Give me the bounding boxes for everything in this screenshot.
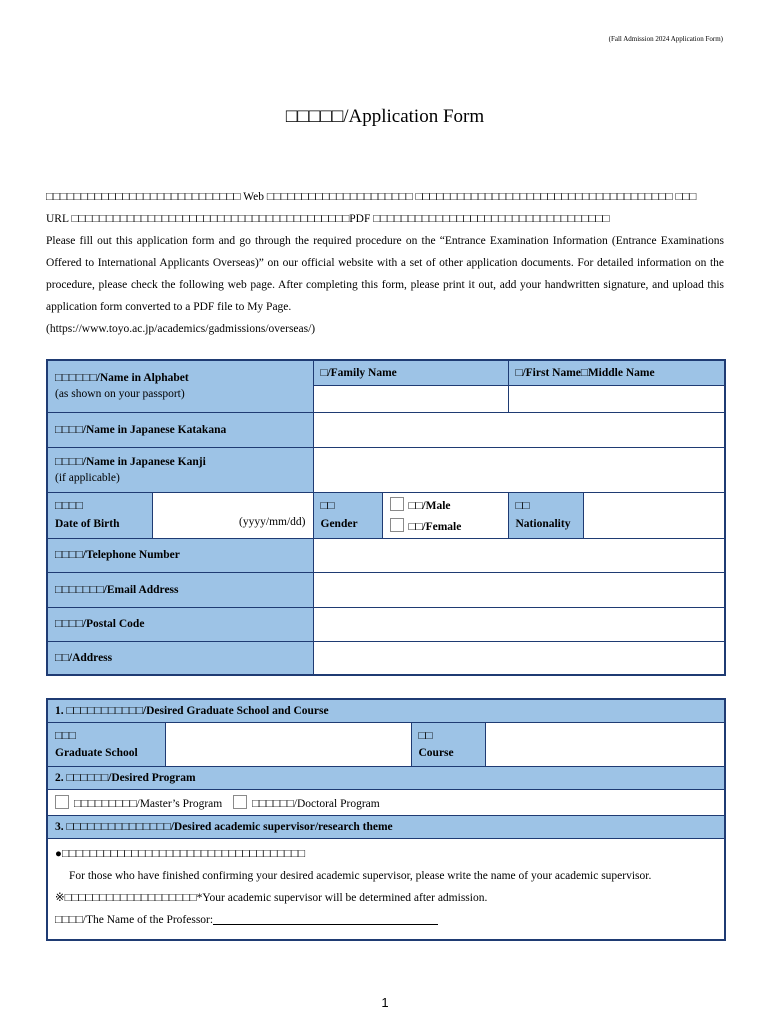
professor-name-field[interactable] <box>213 912 438 925</box>
supervisor-bullet-jp: ●□□□□□□□□□□□□□□□□□□□□□□□□□□□□□□□□□□□ <box>55 848 306 860</box>
course-field[interactable] <box>485 723 725 767</box>
page-number: 1 <box>381 995 389 1010</box>
gender-label: □□ Gender <box>313 492 382 538</box>
course-label: □□ Course <box>411 723 485 767</box>
postal-code-label: □□□□/Postal Code <box>47 607 313 641</box>
professor-name-row <box>55 909 717 935</box>
section-2-header: 2. □□□□□□/Desired Program <box>47 767 725 790</box>
female-option[interactable]: □□/Female <box>390 518 501 533</box>
intro-text <box>46 186 724 340</box>
telephone-field[interactable] <box>313 538 725 572</box>
graduate-school-field[interactable] <box>165 723 411 767</box>
family-name-field[interactable] <box>313 385 508 412</box>
dob-label: □□□□ Date of Birth <box>47 492 152 538</box>
header-note: (Fall Admission 2024 Application Form) <box>608 35 723 43</box>
address-field[interactable] <box>313 641 725 675</box>
kanji-label: □□□□/Name in Japanese Kanji (if applicable) <box>47 447 313 492</box>
male-checkbox[interactable] <box>390 497 404 511</box>
section-3-header: 3. □□□□□□□□□□□□□□□/Desired academic supervisor/research theme <box>47 816 725 839</box>
address-label: □□/Address <box>47 641 313 675</box>
intro-jp-line1: □□□□□□□□□□□□□□□□□□□□□□□□□□□□ Web □□□□□□□□□□□□□□□□□□□□□ □□□□□□□□□□□□□□□□□□□□□□□□□□□□□□□□□□□□□ □□□ <box>46 191 697 203</box>
gender-options <box>382 492 508 538</box>
supervisor-section <box>47 839 725 941</box>
intro-en: Please fill out this application form and go through the required procedure on the “Entrance Examination Information (Entrance Examinations Offered to International Applicants Overseas)” on our official website with a set of other application documents. For detailed information on the procedure, please check the following web page. After completing this form, please print it out, add your handwritten signature, and upload this application form converted to a PDF file to My Page. <box>46 235 724 313</box>
family-name-label: □/Family Name <box>313 360 508 385</box>
nationality-field[interactable] <box>583 492 725 538</box>
kanji-field[interactable] <box>313 447 725 492</box>
supervisor-note: ※□□□□□□□□□□□□□□□□□□□*Your academic supervisor will be determined after admission. <box>55 892 488 904</box>
page-title: □□□□□/Application Form <box>285 106 485 127</box>
telephone-label: □□□□/Telephone Number <box>47 538 313 572</box>
first-name-field[interactable] <box>508 385 725 412</box>
section-1-header: 1. □□□□□□□□□□□/Desired Graduate School and Course <box>47 699 725 723</box>
professor-name-label: □□□□/The Name of the Professor: <box>55 914 214 926</box>
female-checkbox[interactable] <box>390 518 404 532</box>
program-options <box>47 790 725 816</box>
first-name-label: □/First Name□Middle Name <box>508 360 725 385</box>
intro-url: (https://www.toyo.ac.jp/academics/gadmissions/overseas/) <box>46 323 316 335</box>
postal-code-field[interactable] <box>313 607 725 641</box>
doctoral-checkbox[interactable] <box>233 795 247 809</box>
doctoral-option[interactable]: □□□□□□/Doctoral Program <box>233 798 380 810</box>
masters-checkbox[interactable] <box>55 795 69 809</box>
email-field[interactable] <box>313 572 725 607</box>
nationality-label: □□ Nationality <box>508 492 583 538</box>
dob-field[interactable]: (yyyy/mm/dd) <box>152 492 313 538</box>
graduate-school-label: □□□ Graduate School <box>47 723 165 767</box>
katakana-label: □□□□/Name in Japanese Katakana <box>47 412 313 447</box>
intro-jp-line2: URL □□□□□□□□□□□□□□□□□□□□□□□□□□□□□□□□□□□□□□□□PDF □□□□□□□□□□□□□□□□□□□□□□□□□□□□□□□□□□ <box>46 213 610 225</box>
email-label: □□□□□□□/Email Address <box>47 572 313 607</box>
program-table <box>46 698 726 941</box>
male-option[interactable]: □□/Male <box>390 497 501 512</box>
katakana-field[interactable] <box>313 412 725 447</box>
supervisor-bullet-en: For those who have finished confirming your desired academic supervisor, please write the name of your academic supervisor. <box>69 870 652 882</box>
masters-option[interactable]: □□□□□□□□□/Master’s Program <box>55 798 222 810</box>
name-alphabet-label: □□□□□□/Name in Alphabet (as shown on your passport) <box>47 360 313 412</box>
personal-info-table <box>46 359 726 676</box>
